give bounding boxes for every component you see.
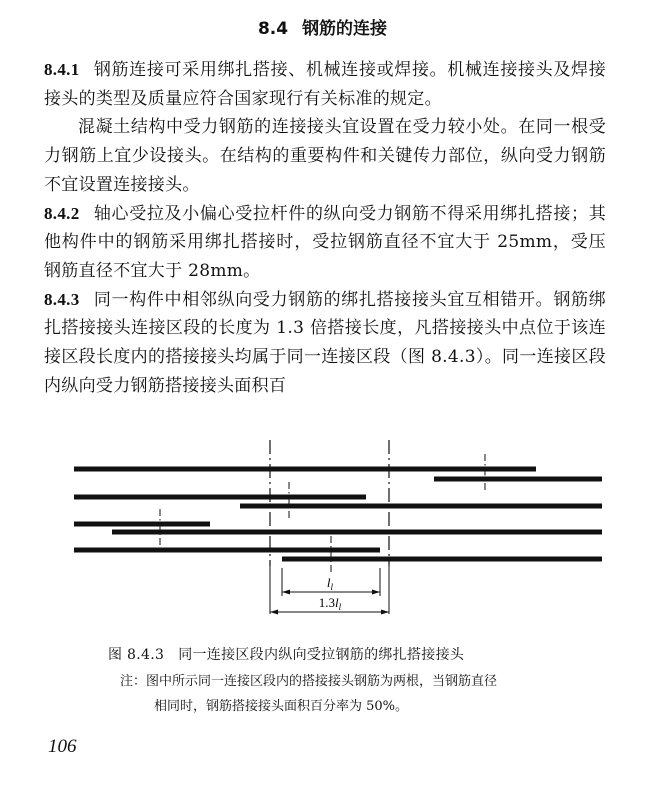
- section-heading: [0, 14, 645, 39]
- paragraph-8-4-3: [44, 286, 606, 401]
- note-line-2: 相同时，钢筋搭接接头面积百分率为 50%。: [154, 699, 409, 714]
- figure-number: 图 8.4.3: [108, 647, 165, 663]
- paragraph-8-4-1: [44, 56, 606, 113]
- dimension-ll-label: $l_l$: [326, 575, 334, 592]
- figure-caption: [108, 644, 464, 664]
- dimension-arrow: [372, 590, 380, 595]
- dimension-13ll-label: $1.3l_l$: [318, 595, 342, 612]
- note-line-1: 注：图中所示同一连接区段内的搭接接头钢筋为两根，当钢筋直径: [120, 674, 498, 689]
- dimension-arrow: [270, 610, 278, 615]
- paragraph-text: 同一构件中相邻纵向受力钢筋的绑扎搭接接头宜互相错开。钢筋绑扎搭接接头连接区段的长度为 1.3 倍搭接长度，凡搭接接头中点位于该连接区段长度内的搭接接头均属于同一连接区段（图 8.4.3）。同一连接区段内纵向受力钢筋搭接接头面积百: [44, 289, 606, 396]
- section-number: 8.4: [257, 19, 289, 39]
- paragraph-8-4-1-continued: [44, 113, 606, 199]
- body-text: [44, 56, 606, 400]
- page-number: 106: [48, 736, 77, 757]
- clause-number: 8.4.1: [44, 60, 80, 79]
- clause-number: 8.4.2: [44, 203, 80, 223]
- figure-note: [120, 669, 580, 719]
- lap-splice-diagram: [0, 436, 645, 626]
- dimension-arrow: [282, 590, 290, 595]
- paragraph-text: 混凝土结构中受力钢筋的连接接头宜设置在受力较小处。在同一根受力钢筋上宜少设接头。在结构的重要构件和关键传力部位，纵向受力钢筋不宜设置连接接头。: [44, 117, 606, 195]
- section-title: 钢筋的连接: [302, 19, 388, 39]
- clause-number: 8.4.3: [44, 289, 80, 309]
- figure-caption-text: 同一连接区段内纵向受拉钢筋的绑扎搭接接头: [178, 647, 465, 663]
- paragraph-text: 轴心受拉及小偏心受拉杆件的纵向受力钢筋不得采用绑扎搭接；其他构件中的钢筋采用绑扎搭接时，受拉钢筋直径不宜大于 25mm，受压钢筋直径不宜大于 28mm。: [44, 203, 606, 281]
- paragraph-text: 钢筋连接可采用绑扎搭接、机械连接或焊接。机械连接接头及焊接接头的类型及质量应符合国家现行有关标准的规定。: [44, 60, 606, 109]
- dimension-arrow: [381, 610, 389, 615]
- paragraph-8-4-2: [44, 200, 606, 286]
